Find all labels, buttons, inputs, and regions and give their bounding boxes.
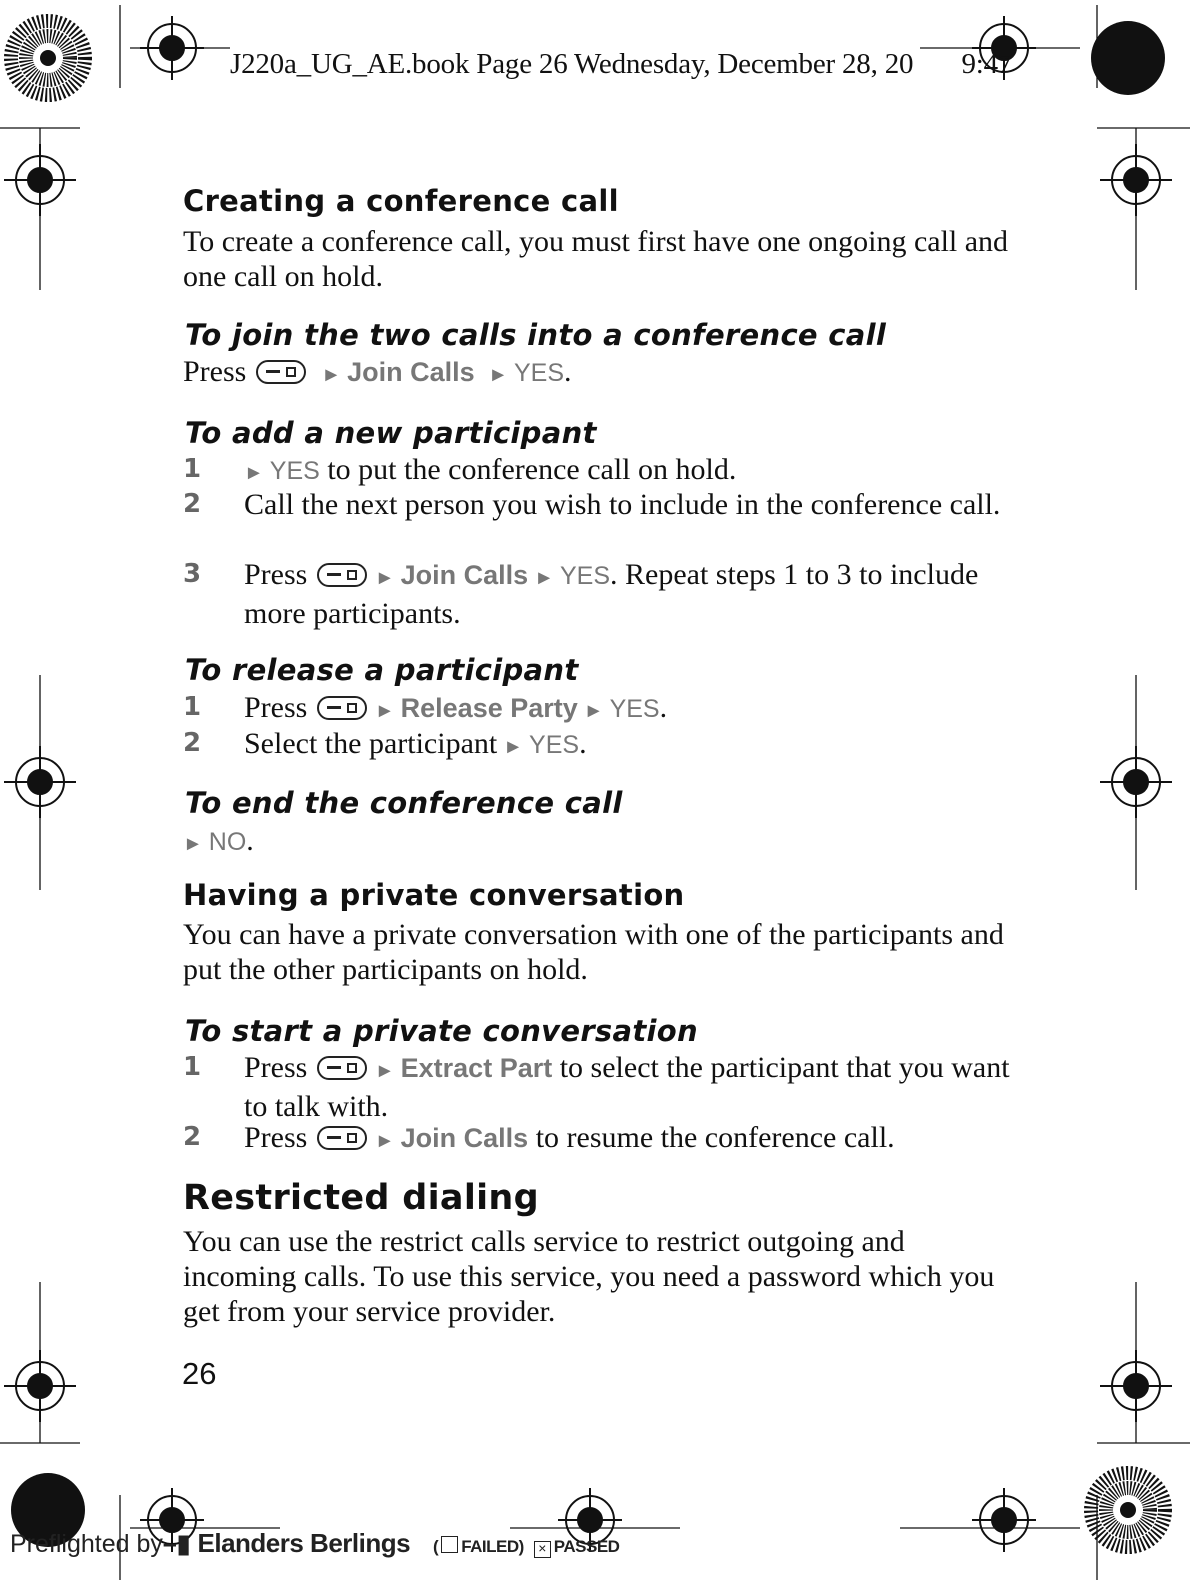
step-number: 1 — [183, 1052, 202, 1082]
release-participant-step-2 — [183, 726, 1013, 761]
menu-key-icon — [256, 360, 306, 384]
step-number: 3 — [183, 559, 202, 589]
punctuation: . — [579, 727, 587, 760]
step-text — [244, 1050, 1014, 1124]
softkey-yes: YES — [529, 731, 580, 759]
creating-conference-body: To create a conference call, you must first have one ongoing call and one call on hold. — [183, 225, 1009, 293]
arrow-icon: ► — [244, 462, 264, 484]
section-heading-creating-conference: Creating a conference call — [183, 184, 619, 218]
punctuation: . — [246, 824, 254, 857]
failed-label: FAILED — [461, 1537, 519, 1556]
step-text-body: Select the participant — [244, 727, 498, 760]
step-number: 2 — [183, 489, 202, 519]
add-participant-step-1 — [183, 452, 1013, 487]
task-heading-add-participant: To add a new participant — [185, 416, 597, 450]
step-text-body: to select the participant that you want to talk with. — [244, 1051, 1010, 1123]
add-participant-step-2 — [183, 487, 1013, 557]
step-text — [244, 557, 1014, 631]
menu-key-icon — [317, 1056, 367, 1080]
step-text — [244, 1120, 1014, 1159]
private-conversation-body: You can have a private conversation with one of the participants and put the other participants on hold. — [183, 918, 1004, 986]
section-heading-restricted-dialing: Restricted dialing — [183, 1178, 539, 1218]
checkbox-passed-icon: × — [534, 1541, 551, 1558]
menu-key-icon — [317, 563, 367, 587]
softkey-yes: YES — [609, 695, 660, 723]
punctuation: . — [659, 691, 668, 724]
step-text-body: to put the conference call on hold. — [327, 453, 737, 486]
arrow-icon: ► — [183, 833, 203, 855]
step-text-body: to resume the conference call. — [535, 1121, 895, 1154]
start-private-step-1 — [183, 1050, 1013, 1123]
start-private-step-2 — [183, 1120, 1013, 1155]
arrow-icon: ► — [374, 567, 395, 589]
brand-name: Elanders Berlings — [197, 1528, 411, 1558]
end-conference-instruction — [183, 824, 254, 858]
arrow-icon: ► — [503, 736, 524, 758]
page-number: 26 — [182, 1356, 217, 1391]
arrow-icon: ► — [374, 1060, 395, 1082]
step-number: 1 — [183, 454, 202, 484]
step-number: 2 — [183, 728, 202, 758]
menu-item-extract-part: Extract Part — [400, 1053, 553, 1083]
release-participant-step-1 — [183, 690, 1013, 725]
press-label: Press — [244, 1051, 308, 1084]
softkey-no: NO — [208, 828, 247, 856]
task-heading-release-participant: To release a participant — [185, 653, 579, 687]
menu-key-icon — [317, 696, 367, 720]
task-heading-start-private: To start a private conversation — [185, 1014, 698, 1048]
section-heading-private-conversation: Having a private conversation — [183, 878, 685, 912]
menu-item-join-calls: Join Calls — [400, 560, 529, 590]
checkbox-failed-icon — [441, 1536, 458, 1553]
print-slug-header — [230, 48, 1012, 81]
logo-mark-icon: –▮ — [162, 1530, 191, 1558]
menu-key-icon — [317, 1126, 367, 1150]
step-number: 2 — [183, 1122, 202, 1152]
step-text-body: . Repeat steps 1 to 3 to include more participants. — [244, 558, 979, 630]
press-label: Press — [244, 558, 308, 591]
arrow-icon: ► — [321, 364, 342, 386]
softkey-yes: YES — [513, 359, 565, 387]
preflighted-label: Preflighted by — [10, 1530, 163, 1558]
softkey-yes: YES — [269, 457, 320, 485]
menu-item-release-party: Release Party — [400, 693, 578, 723]
print-slug-text: J220a_UG_AE.book Page 26 Wednesday, December 28, 20 — [230, 48, 914, 80]
add-participant-step-3 — [183, 557, 1013, 630]
press-label: Press — [244, 691, 308, 724]
softkey-yes: YES — [559, 562, 611, 590]
arrow-icon: ► — [374, 1130, 395, 1152]
press-label: Press — [183, 355, 247, 388]
join-calls-instruction — [183, 355, 572, 389]
passed-label: PASSED — [553, 1537, 620, 1556]
arrow-icon: ► — [534, 567, 554, 589]
step-text — [244, 690, 1014, 729]
punctuation: . — [564, 355, 572, 388]
step-number: 1 — [183, 692, 202, 722]
restricted-dialing-body: You can use the restrict calls service to restrict outgoing and incoming calls. To use this service, you need a password which you get from your service provider. — [183, 1225, 995, 1328]
menu-item-join-calls: Join Calls — [347, 357, 475, 387]
press-label: Press — [244, 1121, 308, 1154]
arrow-icon: ► — [488, 364, 508, 386]
menu-item-join-calls: Join Calls — [400, 1123, 529, 1153]
step-text — [244, 452, 1014, 491]
step-text — [244, 726, 1014, 765]
arrow-icon: ► — [374, 700, 395, 722]
print-slug-time: 9:47 — [961, 48, 1013, 80]
step-text: Call the next person you wish to include in the conference call. — [244, 488, 1001, 521]
task-heading-end-conference: To end the conference call — [185, 786, 623, 820]
task-heading-join-calls: To join the two calls into a conference call — [185, 318, 887, 352]
preflight-footer: Preflighted by–▮ Elanders Berlings ( FAILED) × PASSED — [10, 1528, 620, 1558]
arrow-icon: ► — [583, 700, 604, 722]
